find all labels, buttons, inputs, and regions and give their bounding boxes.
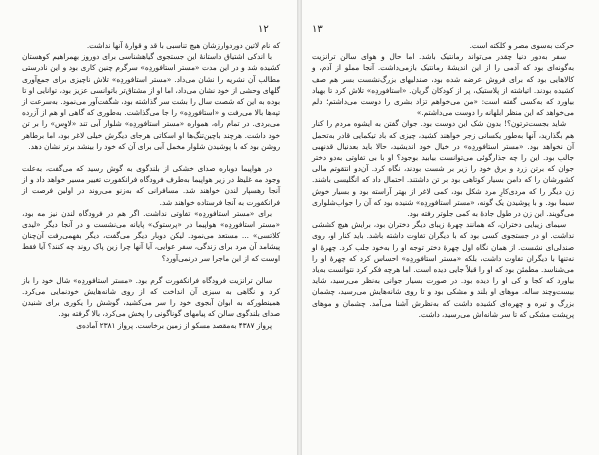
left-page xyxy=(0,0,297,455)
right-page xyxy=(302,0,599,455)
paragraph: که نام لاتین دوردوارزشان هیچ تناسبی با قد و قوارهٔ آنها نداشت. xyxy=(86,41,280,50)
page-text xyxy=(312,40,574,320)
page-number: ۱۳ xyxy=(312,24,323,35)
paragraph: سالن ترانزیت فرودگاه فرانکفورت گرم بود. «مستر استافوردِه» شال خود را باز کرد و نگاهی به سبزی آن انداخت که از روی شانه‌هایش خودنمایی می‌کرد. همینطورکه به ابوان آبجوی خود را سر می‌کشید، گوشش را یکوری برای شنیدن صدای بلندگوی سالن که پیامهای گوناگونی را پخش می‌کرد، بالا گرفته بود. xyxy=(22,275,280,319)
paragraph: با اندکی اشتیاق داستانهٔ این جستجوی گیاهشناسی برای دوروز بهمراهیم کوهستان کشیده شد و در این مدت «مستر استافوردِه» سرگرم چنین کاری بود و این نادرستی مطالب آن نشریه را نشان می‌داد. «مستر استافوردِه» تلاش ناچیزی برای جمع‌آوری گلهای وحشی از خود نشان می‌داد، اما او از مشتاق‌تر باتوانسی عزیز بود، توانایی او تا بوده به این که شصت سال را بشت سر گذاشته بود، شگفت‌آور می‌نمود. به‌سرعت از تپه‌ها بالا می‌رفت و «استافوردِه» را جا می‌گذاشت. به‌طوری که گاهی او هم از آزرده می‌بردی. در تمام راه، همواره «مستر استافوردِه» شلوار آبی تند «لاوِس» را بر تن خود داشت. هرچند باچین‌تنگ‌ها او اسکاتی هرجای دیگرش خیلی لاغر بود، اما برطاهر روشن بود که با پوشیدن شلوار مخمل آبی برای آن که خود را بینشد برتر نشان دهد. xyxy=(22,52,280,151)
page-number: ۱۲ xyxy=(258,24,269,35)
paragraph: برای «مستر استافوردِه» تفاوتی نداشت. اگر هم در فرودگاه لندن نیز مه بود، «مستر استافوردِه» هواپیما در «پرستوک» پایانه می‌نشست و در آنجا دیگر «لیدی کلاتسی» ... مستعد می‌نمود. لیکن دوبار دیگر می‌گفت، دیگر بفهمی‌رفت آن‌چنان پیشامد آن مرد برای زندگی، سفر عوایی، آیا آنها چرا زین پاک روند چه کنند؟ آیا فقط اوست که از این ماجرا سر درنمی‌آورد؟ xyxy=(22,208,280,263)
page-text xyxy=(22,40,280,331)
paragraph: سیمای زیبایی دختران، که همانند چهرهٔ زیبای دیگر دختران بود، برایش هیچ کششی نداشت. او در جستجوی کسی بود که با دیگران تفاوت داشته باشد. باید کنار او، روی صندلی‌ای نشست. از همان نگاه اول چهرهٔ دختر توجه او را به‌خود جلب کرد. چهرهٔ او نه‌تنها با دیگران تفاوت داشت، بلکه «مستر استافوردِه» احساس کرد که چهرهٔ او را می‌شناسد. مطمئن بود که او را قبلاً جایی دیده است. اما هرچه فکر کرد نتوانست به‌یاد بیاورد که کجا و کی او را دیده بود. در صورت بسیار جوانی به‌نظر می‌رسید، شاید بیست‌وچند ساله. موهای او بلند و مشکی بود و تا روی شانه‌هایش می‌رسید، چشمان بزرگ و تیره و چهره‌ای کشیده داشت که به‌نظرش آشنا می‌آمد. چشمان و موهای پرپشت مشکی که تا سر شانه‌اش می‌رسید، داشت. xyxy=(312,220,574,319)
paragraph: شاید بجست‌ترتون؟! بدون شک این دوست بود. جوان گفتن به ایشوه مردم را کنار هم بگذارید، آنها به‌طور یکسانی زجر خواهند کشید، چیزی که باد تیکمایی قادر به‌تحمل آن نخواهد بود. «مستر استافوردِه» در خیال خود اندیشید، حالا باید بعدنیال قدنهبی جالب بود. این را چه‌ جذارگوئی می‌توانست بیابید بوجود؟ او با بی تفاوتی به‌دو دختر جوان که برتن زرد و برق خود را زیر بر شست بودند، نگاه کرد. آن‌دو انتقوتم مالی کشورشان را که دامن بسیار کوتاهی بود بر تن داشتند. احتمال داد که انگلیسی باشند. زن دیگر را که مردی‌کارِ مرد شکل بود، کمی لاغر از بهتر آراسته بود و بسیار خوش‌ سیما بود. و با پوشیدن یک گونه، «مستر استافوردِه» شنیده بود که آن را جواب‌شلواری می‌گویند. این زن در طول جادهٔ به کمی جلوتر رفته بود. xyxy=(312,119,574,219)
paragraph: در هواپیما دوباره صدای خشکی از بلندگوی به گوش رسید که می‌گفت، به‌علت وجود مه غلیظ در زیر هواپیما به‌طرف فرودگاه فرانکفورت تغییر مسیر خواهد داد و از آنجا رهسپار لندن خواهند شد. مسافرانی که به‌زنو می‌روند در اولین فرصت از فرانکفورت به آنجا فرستاده خواهند شد. xyxy=(22,164,280,207)
paragraph: حرکت به‌سوی مصر و کلکته است. xyxy=(469,41,574,50)
paragraph: سفر به‌دور دنیا چقدر می‌تواند رمانتیک باشد. اما حال و هوای سالن ترانزیت به‌گونه‌ای بود که آدمی را از این اندیشهٔ رمانتیک بازمی‌داشت. آنجا مملو از آدم، و کالاهایی بود که برای فروش عرضه شده بود، صندلیهای بزرگ‌نشست بسر هم صف کشیده بودند. اتیاشته از پلاستیک، پر از کودکان گریان. «استافوردِه» تلاش کرد تا بهیاد بیاورد که به‌کسی گفته است: «من می‌خواهم تزاد بشری را دوست می‌داشتم؛ دلم می‌خواهد که این منظر ابلهانه را دوست می‌داشتم.» xyxy=(312,52,574,118)
paragraph: پرواز ۴۳۸۷ به‌مقصد مسکو از زمین برخاست. پرواز ۲۳۸۱ آماده‌ی xyxy=(76,320,272,330)
